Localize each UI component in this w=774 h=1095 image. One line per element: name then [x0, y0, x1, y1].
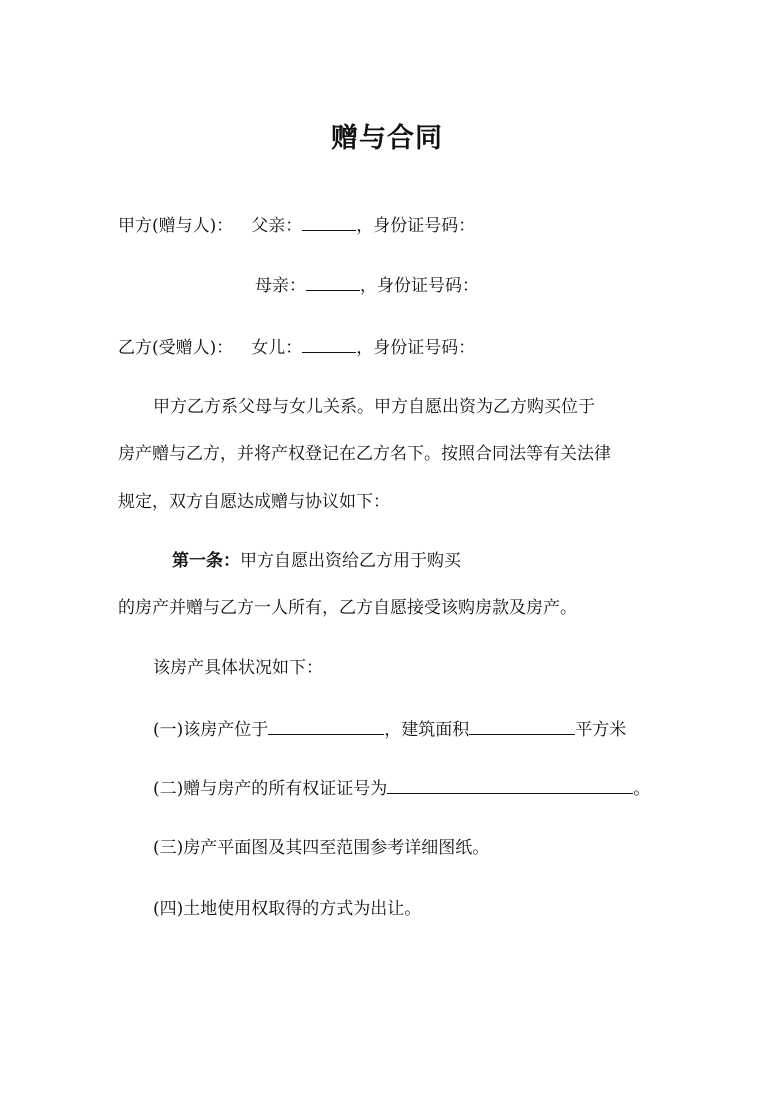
- area-blank: [469, 716, 575, 735]
- article-1-text: 甲方自愿出资给乙方用于购买: [240, 551, 461, 571]
- daughter-id-label: ，身份证号码：: [356, 338, 476, 358]
- item-1-unit: 平方米: [575, 720, 627, 740]
- item-1-location-label: (一)该房产位于: [153, 720, 269, 740]
- item-2-label: (二)赠与房产的所有权证证号为: [153, 779, 388, 799]
- location-blank: [268, 716, 384, 735]
- article-1-line-1: [172, 549, 461, 573]
- property-item-3: (三)房产平面图及其四至范围参考详细图纸。: [153, 838, 490, 858]
- document-title: 赠与合同: [331, 123, 443, 154]
- party-a-mother-line: [255, 272, 479, 298]
- father-name-blank: [302, 212, 356, 231]
- item-2-end: 。: [633, 779, 651, 799]
- party-a-father-line: [118, 212, 475, 238]
- article-1-line-2: 的房产并赠与乙方一人所有，乙方自愿接受该购房款及房产。: [118, 598, 577, 618]
- mother-label: 母亲：: [255, 276, 306, 296]
- article-1-heading: 第一条：: [172, 551, 240, 571]
- daughter-label: 女儿：: [251, 338, 303, 358]
- party-b-label: 乙方(受赠人)：: [118, 338, 234, 358]
- intro-line-1: 甲方乙方系父母与女儿关系。甲方自愿出资为乙方购买位于: [153, 397, 595, 417]
- daughter-name-blank: [302, 334, 356, 353]
- father-id-label: ，身份证号码：: [356, 216, 476, 236]
- intro-line-2: 房产赠与乙方，并将产权登记在乙方名下。按照合同法等有关法律: [118, 444, 611, 464]
- mother-id-label: ，身份证号码：: [360, 276, 479, 296]
- party-b-line: [118, 334, 475, 360]
- property-item-4: (四)土地使用权取得的方式为出让。: [153, 899, 422, 919]
- certificate-number-blank: [387, 775, 633, 794]
- intro-line-3: 规定，双方自愿达成赠与协议如下：: [118, 492, 390, 512]
- property-item-2: [153, 775, 650, 801]
- item-1-area-label: ，建筑面积: [384, 720, 470, 740]
- father-label: 父亲：: [251, 216, 303, 236]
- property-item-1: [153, 716, 626, 742]
- party-a-label: 甲方(赠与人)：: [118, 216, 234, 236]
- property-intro: 该房产具体状况如下：: [153, 658, 323, 678]
- mother-name-blank: [306, 272, 360, 291]
